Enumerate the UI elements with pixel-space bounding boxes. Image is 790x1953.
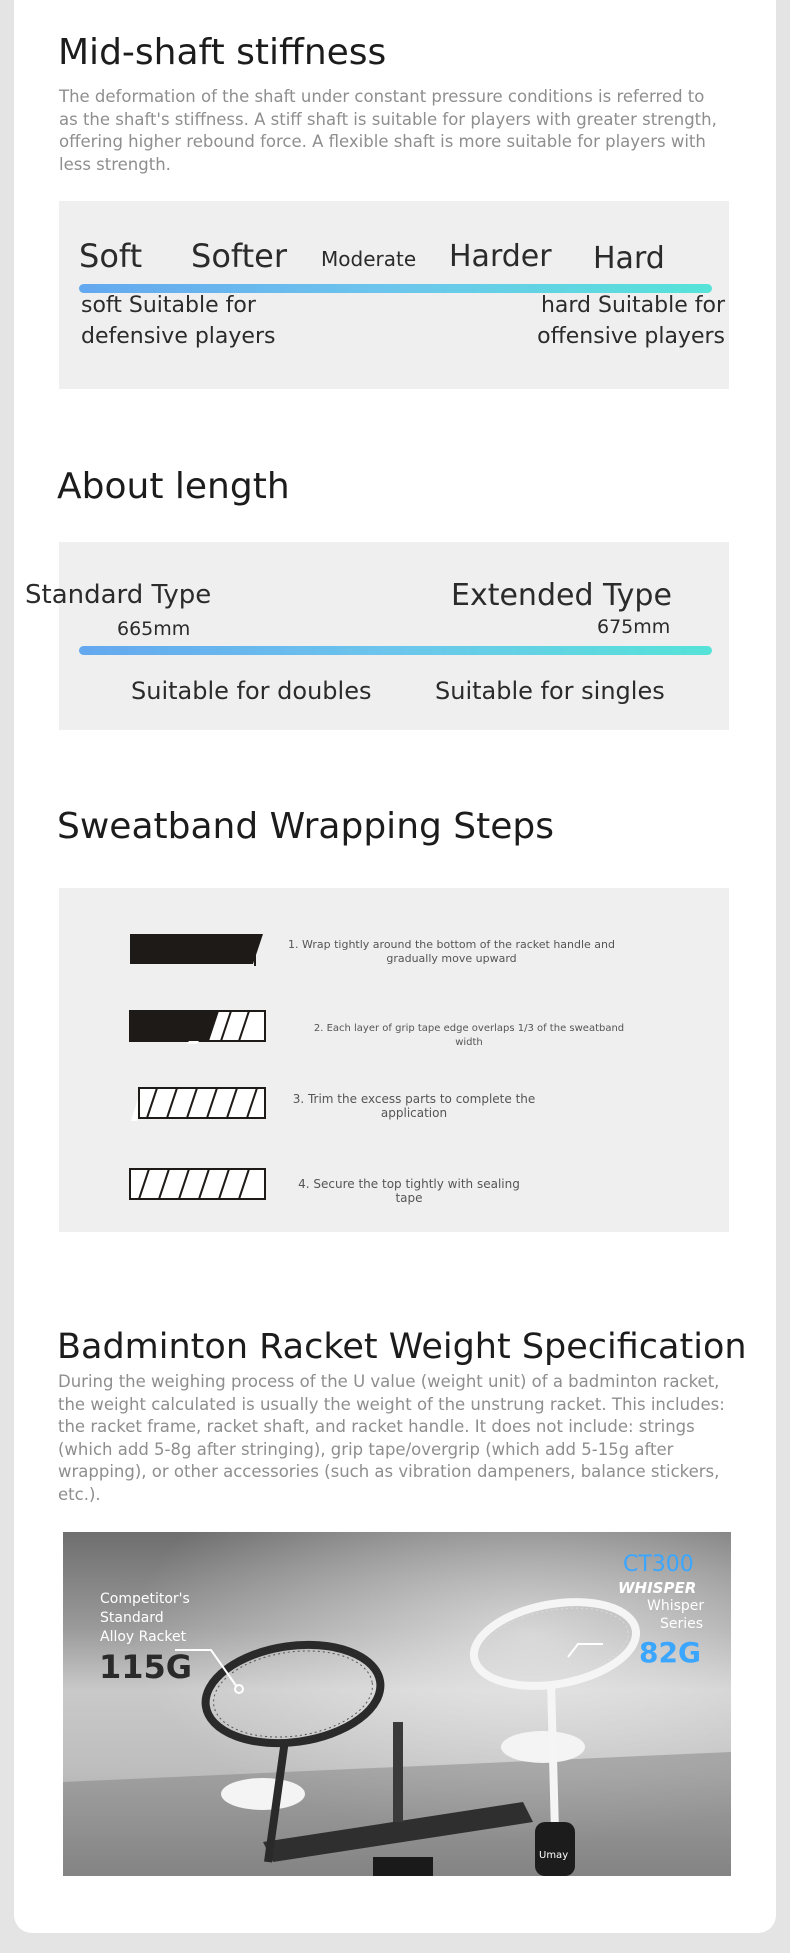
stiffness-title: Mid-shaft stiffness bbox=[58, 32, 387, 73]
whisper-weight: 82G bbox=[639, 1636, 701, 1669]
level-softer: Softer bbox=[191, 237, 287, 275]
series-label-line2: Series bbox=[660, 1616, 704, 1632]
sweatband-title: Sweatband Wrapping Steps bbox=[57, 806, 555, 847]
level-soft: Soft bbox=[79, 237, 143, 275]
competitor-label-line1: Competitor's bbox=[100, 1591, 190, 1607]
level-moderate: Moderate bbox=[321, 247, 417, 271]
step2-text: 2. Each layer of grip tape edge overlaps 1/3 of the sweatband width bbox=[313, 1023, 625, 1048]
doubles-note: Suitable for doubles bbox=[131, 677, 372, 705]
grip-step2-icon bbox=[129, 1010, 267, 1044]
series-label-line1: Whisper bbox=[647, 1598, 705, 1614]
ct300-logo-icon: CT300 bbox=[623, 1552, 694, 1577]
racket-weight-comparison-image bbox=[63, 1532, 731, 1876]
level-harder: Harder bbox=[449, 239, 552, 274]
extended-type-label: Extended Type bbox=[451, 578, 672, 613]
standard-type-value: 665mm bbox=[117, 618, 191, 640]
hard-note-line2: offensive players bbox=[537, 324, 725, 349]
length-gradient-bar bbox=[79, 646, 712, 655]
soft-note-line2: defensive players bbox=[81, 324, 276, 349]
step4-text: 4. Secure the top tightly with sealing tape bbox=[298, 1177, 520, 1205]
extended-type-value: 675mm bbox=[597, 616, 671, 638]
standard-type-label: Standard Type bbox=[25, 580, 212, 610]
grip-step1-icon bbox=[129, 933, 267, 967]
weight-description: During the weighing process of the U value (weight unit) of a badminton racket, the weight calculated is usually the weight of the unstrung racket. This includes: the racket frame, racket shaft, and racket handle. It does not include: strings (which add 5-8g after stringing), grip tape/overgrip (which add 5-15g after wrapping), or other accessories (such as vibration dampeners, balance stickers, etc.). bbox=[58, 1372, 725, 1504]
hard-note-line1: hard Suitable for bbox=[540, 293, 725, 318]
grip-step4-icon bbox=[129, 1168, 267, 1202]
whisper-brand-name: WHISPER bbox=[618, 1579, 697, 1597]
weight-title: Badminton Racket Weight Specification bbox=[57, 1327, 747, 1367]
step1-text: 1. Wrap tightly around the bottom of the racket handle and gradually move upward bbox=[287, 938, 615, 965]
grip-step3-icon bbox=[129, 1087, 267, 1121]
step3-text: 3. Trim the excess parts to complete the application bbox=[292, 1092, 536, 1120]
sweatband-panel bbox=[59, 888, 729, 1232]
competitor-label-line2: Standard bbox=[100, 1610, 164, 1626]
soft-note-line1: soft Suitable for bbox=[81, 293, 256, 318]
singles-note: Suitable for singles bbox=[435, 677, 665, 705]
length-title: About length bbox=[57, 466, 290, 507]
stiffness-description: The deformation of the shaft under constant pressure conditions is referred to as the shaft's stiffness. A stiff shaft is suitable for players with greater strength, offering higher rebound force. A flexible shaft is more suitable for players with less strength. bbox=[59, 87, 717, 174]
stiffness-panel bbox=[59, 201, 729, 389]
competitor-weight: 115G bbox=[99, 1648, 193, 1686]
level-hard: Hard bbox=[593, 241, 665, 276]
stiffness-gradient-bar bbox=[79, 284, 712, 293]
competitor-label-line3: Alloy Racket bbox=[100, 1629, 187, 1645]
grip-brand-label: Umay bbox=[539, 1850, 569, 1861]
